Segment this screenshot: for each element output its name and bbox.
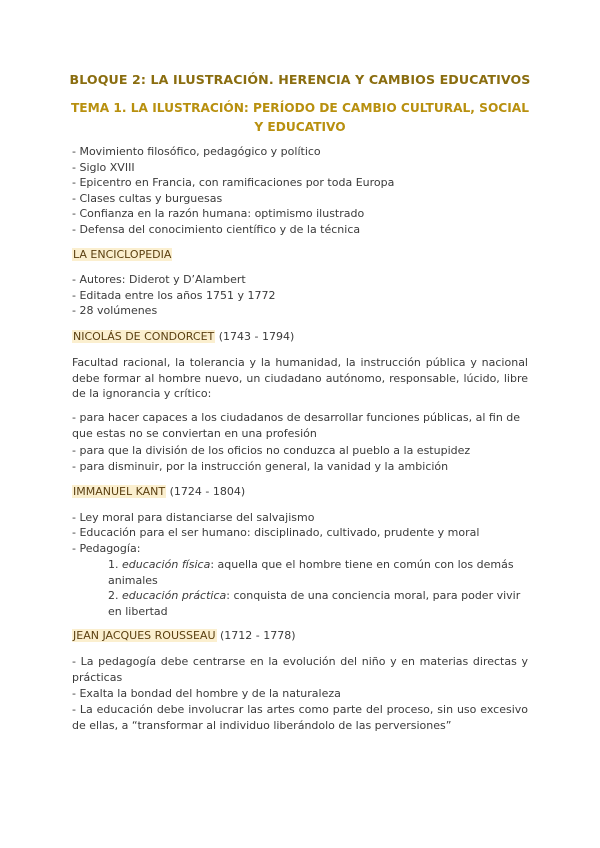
list-item: - La pedagogía debe centrarse en la evolución del niño y en materias directas y prácticas xyxy=(72,655,528,684)
list-item: - Confianza en la razón humana: optimismo ilustrado xyxy=(72,207,365,220)
highlighted-heading: NICOLÁS DE CONDORCET xyxy=(73,330,215,343)
section-heading-kant xyxy=(72,484,245,500)
list-item: - Ley moral para distanciarse del salvajismo xyxy=(72,511,315,524)
list-item: - Pedagogía: xyxy=(72,542,141,555)
life-dates: (1743 - 1794) xyxy=(215,330,295,343)
highlighted-heading: LA ENCICLOPEDIA xyxy=(73,248,172,261)
highlighted-heading: IMMANUEL KANT xyxy=(73,485,166,498)
item-text: : aquella que el hombre tiene en común con los demás animales xyxy=(108,558,514,587)
item-text: : conquista de una conciencia moral, para poder vivir en libertad xyxy=(108,589,521,618)
numbered-item xyxy=(108,588,528,619)
list-item: - Clases cultas y burguesas xyxy=(72,192,223,205)
list-item: - La educación debe involucrar las artes como parte del proceso, sin uso excesivo de ellas, a “transformar al individuo liberándolo de las perversiones” xyxy=(72,703,528,732)
life-dates: (1712 - 1778) xyxy=(216,629,296,642)
paragraph: Facultad racional, la tolerancia y la humanidad, la instrucción pública y nacional debe formar al hombre nuevo, un ciudadano autónomo, responsable, lúcido, libre de la ignorancia y crítico: xyxy=(72,356,528,400)
list-item: - Educación para el ser humano: disciplinado, cultivado, prudente y moral xyxy=(72,526,480,539)
list-item: - Exalta la bondad del hombre y de la naturaleza xyxy=(72,687,341,700)
list-item: - Epicentro en Francia, con ramificaciones por toda Europa xyxy=(72,176,395,189)
item-number: 2. xyxy=(108,589,122,602)
item-term: educación práctica xyxy=(122,589,227,602)
list-item: - para hacer capaces a los ciudadanos de desarrollar funciones públicas, al fin de que estas no se conviertan en una profesión xyxy=(72,411,521,440)
list-item: - para disminuir, por la instrucción general, la vanidad y la ambición xyxy=(72,460,449,473)
list-item: - para que la división de los oficios no conduzca al pueblo a la estupidez xyxy=(72,444,471,457)
life-dates: (1724 - 1804) xyxy=(166,485,246,498)
highlighted-heading: JEAN JACQUES ROUSSEAU xyxy=(73,629,216,642)
topic-title: TEMA 1. LA ILUSTRACIÓN: PERÍODO DE CAMBIO CULTURAL, SOCIAL Y EDUCATIVO xyxy=(70,101,529,134)
item-term: educación física xyxy=(122,558,211,571)
section-heading-condorcet xyxy=(72,329,294,345)
list-item: - 28 volúmenes xyxy=(72,304,158,317)
list-item: - Siglo XVIII xyxy=(72,161,135,174)
list-item: - Defensa del conocimiento científico y de la técnica xyxy=(72,223,361,236)
section-heading-enciclopedia xyxy=(72,247,172,263)
list-item: - Editada entre los años 1751 y 1772 xyxy=(72,289,276,302)
list-item: - Movimiento filosófico, pedagógico y político xyxy=(72,145,321,158)
page-title: BLOQUE 2: LA ILUSTRACIÓN. HERENCIA Y CAMBIOS EDUCATIVOS xyxy=(69,72,531,87)
list-item: - Autores: Diderot y D’Alambert xyxy=(72,273,246,286)
numbered-item xyxy=(108,557,528,588)
section-heading-rousseau xyxy=(72,628,296,644)
item-number: 1. xyxy=(108,558,122,571)
